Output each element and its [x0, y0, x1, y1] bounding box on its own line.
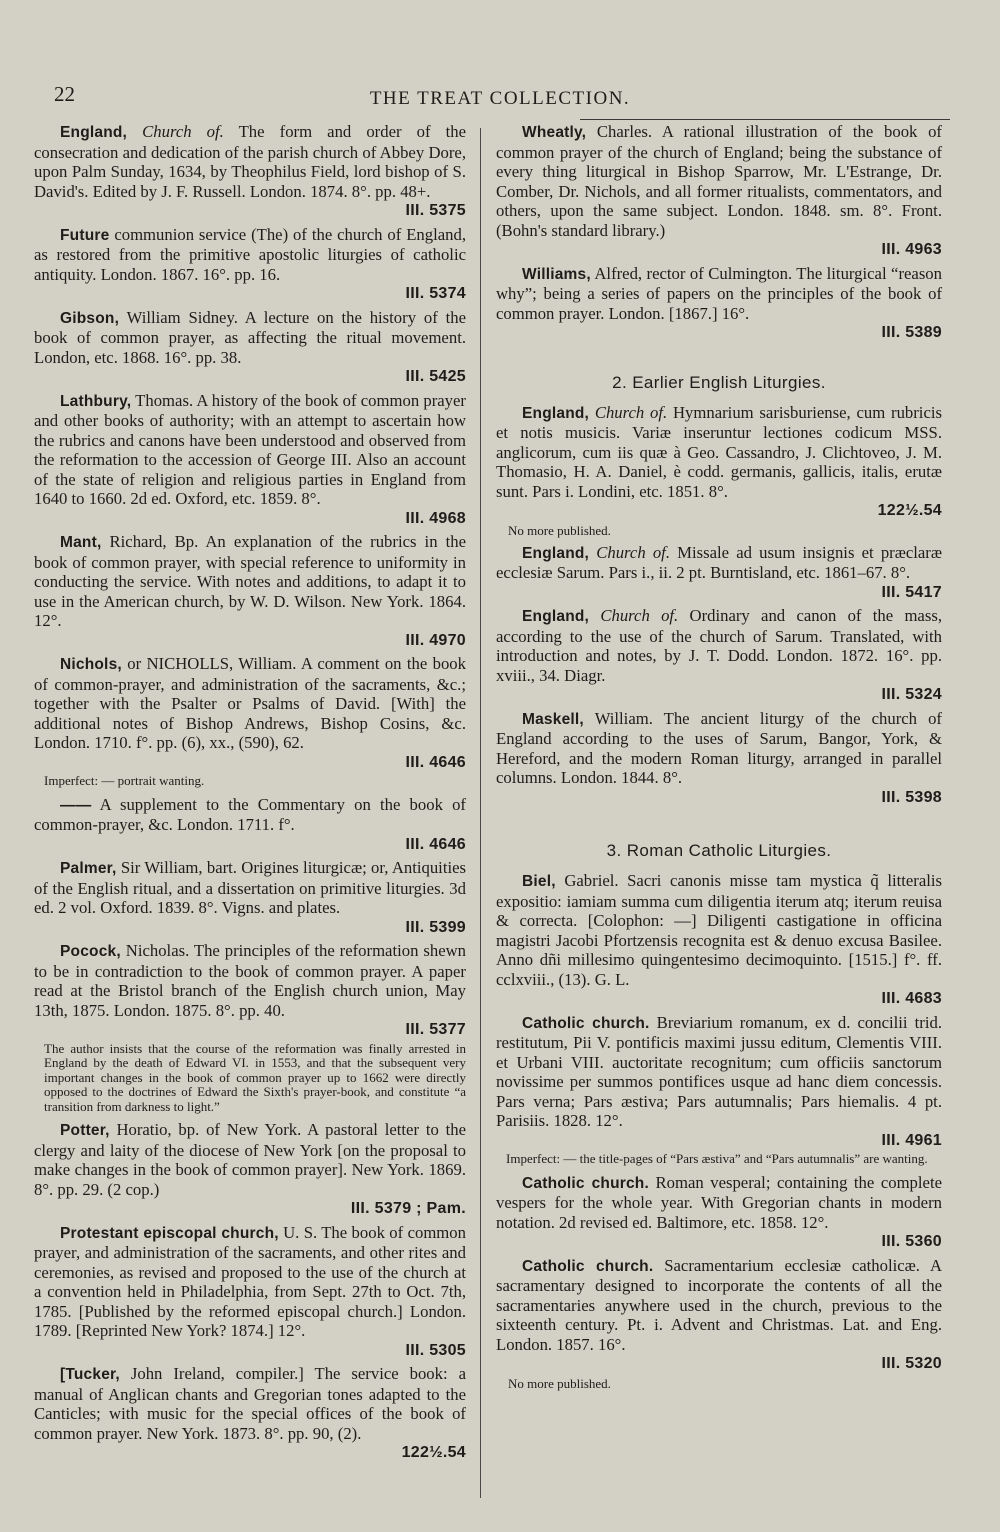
- shelf-mark: III. 4968: [405, 509, 466, 527]
- entry-text: Missale ad usum insignis et præclaræ ecclesiæ Sarum. Pars i., ii. 2 pt. Burntisland, etc. 1861–67. 8°.: [496, 542, 942, 582]
- entry-text: or NICHOLLS, William. A comment on the book of common-prayer, and administration of the sacraments, &c.; together with the Psalter or Psalms of David. [With] the additional notes of Bishop Andrews, Bishop Cosins, &c. London. 1710. f°. pp. (6), xx., (590), 62.: [34, 654, 466, 752]
- entry-text: Nicholas. The principles of the reformation shewn to be in contradiction to the book of common prayer. A paper read at the Bristol branch of the English church union, May 13th, 1875. London. 1875. 8°. pp. 40.: [34, 941, 466, 1020]
- shelf-mark: III. 5417: [881, 583, 942, 601]
- entry-heading: Palmer,: [60, 860, 117, 877]
- catalog-entry: [34, 941, 466, 1040]
- shelf-mark: III. 5379 ; Pam.: [350, 1200, 466, 1217]
- entry-text: Hymnarium sarisburiense, cum rubricis et notis musicis. Variæ inseruntur lectiones codicum MSS. anglicorum, cum iis quæ à Geo. Cassandro, J. Clichtoveo, J. M. Thomasio, H. A. Daniel, è codd. germanis, gallicis, italis, erutæ sunt. Pars i. Londini, etc. 1851. 8°.: [496, 402, 942, 501]
- entry-heading: Biel,: [522, 873, 556, 890]
- entry-note: Imperfect: — the title-pages of “Pars æstiva” and “Pars autumnalis” are wanting.: [506, 1151, 928, 1166]
- entry-heading: [Tucker,: [60, 1366, 120, 1383]
- entry-text: The form and order of the consecration and dedication of the parish church of Abbey Dore, upon Palm Sunday, 1634, by Theophilus Field, lord bishop of S. David's. Edited by J. F. Russell. London. 1874. 8°. pp. 48+.: [34, 122, 467, 201]
- entry-text: Charles. A rational illustration of the book of common prayer of the church of England; being the substance of every thing liturgical in Bishop Sparrow, Mr. L'Estrange, Dr. Comber, Dr. Nichols, and all former ritualists, commentators, and others, upon the same subject. London. 1848. sm. 8°. Front. (Bohn's standard library.): [496, 122, 942, 240]
- no-more-published-note: No more published.: [508, 522, 611, 538]
- entry-text: Thomas. A history of the book of common prayer and other books of authority; with an attempt to ascertain how the rubrics and canons have been understood and observed from the reformation to the accession of George III. Also an account of the state of religion and religious parties in England from 1640 to 1660. 2d ed. Oxford, etc. 1859. 8°.: [34, 390, 466, 508]
- shelf-mark: 122½.54: [877, 502, 942, 519]
- entry-heading: Williams,: [522, 265, 591, 283]
- left-column: [34, 122, 466, 1467]
- entry-heading: Maskell,: [522, 710, 584, 728]
- catalog-entry: [34, 391, 466, 529]
- entry-text: Sir William, bart. Origines liturgicæ; or, Antiquities of the English ritual, and a dissertation on primitive liturgies. 3d ed. 2 vol. Oxford. 1839. 8°. Vigns. and plates.: [34, 858, 466, 917]
- entry-text: John Ireland, compiler.] The service book: a manual of Anglican chants and Gregorian tones adapted to the Canticles; with music for the special offices of the book of common prayer. New York. 1873. 8°. pp. 90, (2).: [34, 1364, 466, 1443]
- shelf-mark: 122½.54: [401, 1444, 466, 1461]
- catalog-entry: [496, 1013, 942, 1151]
- catalog-entry: [34, 795, 466, 855]
- entry-heading: Protestant episcopal church,: [60, 1224, 279, 1242]
- entry-heading: Nichols,: [60, 656, 122, 673]
- entry-heading: Potter,: [60, 1122, 110, 1139]
- shelf-mark: III. 5398: [881, 788, 942, 806]
- entry-heading-qualifier: Church of.: [600, 606, 679, 625]
- catalog-entry: [496, 709, 942, 808]
- entry-heading: England,: [522, 404, 590, 422]
- entry-heading-qualifier: Church of.: [596, 542, 670, 562]
- entry-heading: England,: [522, 544, 590, 562]
- shelf-mark: III. 5374: [405, 285, 466, 302]
- catalog-entry: [34, 308, 466, 387]
- page-number: 22: [54, 82, 75, 106]
- catalog-entry: [496, 871, 942, 1009]
- entry-heading-qualifier: Church of.: [142, 122, 224, 141]
- no-more-published-note: No more published.: [508, 1375, 611, 1391]
- catalog-entry: [34, 1120, 466, 1219]
- entry-heading: England,: [522, 608, 590, 625]
- entry-text: Horatio, bp. of New York. A pastoral letter to the clergy and laity of the diocese of New York [on the proposal to make changes in the book of common prayer]. New York. 1869. 8°. pp. 29. (2 cop.): [34, 1120, 466, 1199]
- entry-text: Alfred, rector of Culmington. The liturgical “reason why”; being a series of papers on the principles of the book of common prayer. London. [1867.] 16°.: [496, 263, 942, 323]
- shelf-mark: III. 5375: [405, 202, 466, 219]
- entry-heading: Pocock,: [60, 943, 121, 960]
- entry-heading: Gibson,: [60, 309, 120, 327]
- catalog-entry: [34, 1223, 466, 1361]
- entry-heading: ——: [60, 796, 92, 814]
- catalog-entry: [496, 122, 942, 260]
- entry-text: Roman vesperal; containing the complete vespers for the whole year. With Gregorian chants in modern notation. 2d revised ed. Baltimore, etc. 1858. 12°.: [496, 1172, 942, 1232]
- entry-heading: England,: [60, 124, 128, 141]
- catalog-entry: [496, 543, 942, 603]
- shelf-mark: III. 4683: [881, 990, 942, 1007]
- catalog-entry: [34, 1364, 466, 1463]
- entry-note: The author insists that the course of the reformation was finally arrested in England by the death of Edward VI. in 1553, and that the subsequent very important changes in the book of common prayer up to 1662 were directly opposed to the doctrines of Edward the Sixth's prayer-book, and constitute “a transition from darkness to light.”: [44, 1040, 466, 1114]
- entry-text: A supplement to the Commentary on the book of common-prayer, &c. London. 1711. f°.: [34, 794, 466, 834]
- shelf-mark: III. 5320: [881, 1355, 942, 1372]
- section-heading-roman-catholic: 3. Roman Catholic Liturgies.: [606, 841, 832, 860]
- shelf-mark: III. 5377: [405, 1021, 466, 1038]
- shelf-mark: III. 5399: [405, 918, 466, 936]
- column-divider: [480, 128, 481, 1498]
- right-column: [496, 122, 942, 1396]
- shelf-mark: III. 5324: [881, 686, 942, 703]
- catalog-entry: [34, 654, 466, 772]
- catalog-entry: [496, 1173, 942, 1252]
- entry-heading: Mant,: [60, 534, 102, 551]
- shelf-mark: III. 4970: [405, 631, 466, 649]
- entry-text: Ordinary and canon of the mass, according to the use of the church of Sarum. Translated, with introduction and notes, by J. T. Dodd. London. 1872. 16°. pp. xviii., 34. Diagr.: [496, 606, 942, 685]
- shelf-mark: III. 5389: [881, 324, 942, 341]
- shelf-mark: III. 4646: [405, 835, 466, 853]
- catalog-entry: [34, 858, 466, 937]
- entry-text: communion service (The) of the church of England, as restored from the primitive apostolic liturgies of catholic antiquity. London. 1867. 16°. pp. 16.: [34, 224, 466, 284]
- catalog-entry: [496, 606, 942, 705]
- catalog-entry: [34, 122, 466, 221]
- catalog-entry: [496, 264, 942, 343]
- entry-text: Breviarium romanum, ex d. concilii trid. restitutum, Pii V. pontificis maximi jussu editum, Clementis VIII. et Urbani VIII. auctoritate recognitum; cum officiis sanctorum novissime per summos pontifices usque ad hanc diem concessis. Pars verna; Pars æstiva; Pars autumnalis; Pars hiemalis. 4 pt. Parisiis. 1828. 12°.: [496, 1012, 942, 1130]
- entry-heading-qualifier: Church of.: [594, 402, 668, 422]
- catalog-entry: [496, 403, 942, 521]
- entry-note: Imperfect: — portrait wanting.: [44, 773, 205, 788]
- entry-heading: Lathbury,: [60, 392, 132, 410]
- running-title: THE TREAT COLLECTION.: [369, 88, 631, 109]
- header-rule: [580, 119, 950, 120]
- section-heading-earlier-english: 2. Earlier English Liturgies.: [612, 372, 826, 392]
- shelf-mark: III. 5305: [405, 1341, 466, 1359]
- entry-text: Sacramentarium ecclesiæ catholicæ. A sacramentary designed to incorporate the contents of all the sacramentaries anywhere used in the church, previous to the sixteenth century. Pt. i. Advent and Christmas. Lat. and Eng. London. 1857. 16°.: [496, 1255, 942, 1354]
- page-header: [50, 76, 950, 116]
- entry-text: William. The ancient liturgy of the church of England according to the uses of Sarum, Bangor, York, & Hereford, and the modern Roman liturgy, arranged in parallel columns. London. 1844. 8°.: [496, 708, 942, 787]
- entry-heading: Wheatly,: [522, 124, 587, 141]
- entry-text: William Sidney. A lecture on the history of the book of common prayer, as affecting the ritual movement. London, etc. 1868. 16°. pp. 38.: [34, 307, 466, 367]
- entry-heading: Future: [60, 226, 110, 244]
- entry-heading: Catholic church.: [522, 1174, 649, 1192]
- catalog-entry: [496, 1256, 942, 1374]
- shelf-mark: III. 5360: [881, 1233, 942, 1250]
- entry-heading: Catholic church.: [522, 1014, 650, 1032]
- entry-text: U. S. The book of common prayer, and administration of the sacraments, and other rites and ceremonies, as revised and proposed to the use of the church at a convention held in Philadelphia, from Sept. 27th to Oct. 7th, 1785. [Published by the reformed episcopal church.] London. 1789. [Reprinted New York? 1874.] 12°.: [34, 1222, 466, 1340]
- shelf-mark: III. 5425: [405, 368, 466, 385]
- entry-text: Richard, Bp. An explanation of the rubrics in the book of common prayer, with special reference to uniformity in conducting the service. With notes and additions, to adapt it to use in the American church, by W. D. Wilson. New York. 1864. 12°.: [34, 532, 466, 630]
- shelf-mark: III. 4961: [881, 1131, 942, 1149]
- shelf-mark: III. 4963: [881, 241, 942, 258]
- entry-text: Gabriel. Sacri canonis misse tam mystica q̃ litteralis expositio: iamiam summa cum diligentia iterum atq; iterum reuisa & correcta. [Colophon: —] Diligenti castigatione in officina magistri Jacobi Pfortzensis recognita est & denuo excusa Basilee. Anno dñi millesimo quingentesimo decimoquinto. [1515.] f°. ff. cclxviii., (13). G. L.: [496, 871, 942, 989]
- catalog-entry: [34, 532, 466, 650]
- entry-heading: Catholic church.: [522, 1257, 654, 1275]
- shelf-mark: III. 4646: [405, 753, 466, 771]
- catalog-entry: [34, 225, 466, 304]
